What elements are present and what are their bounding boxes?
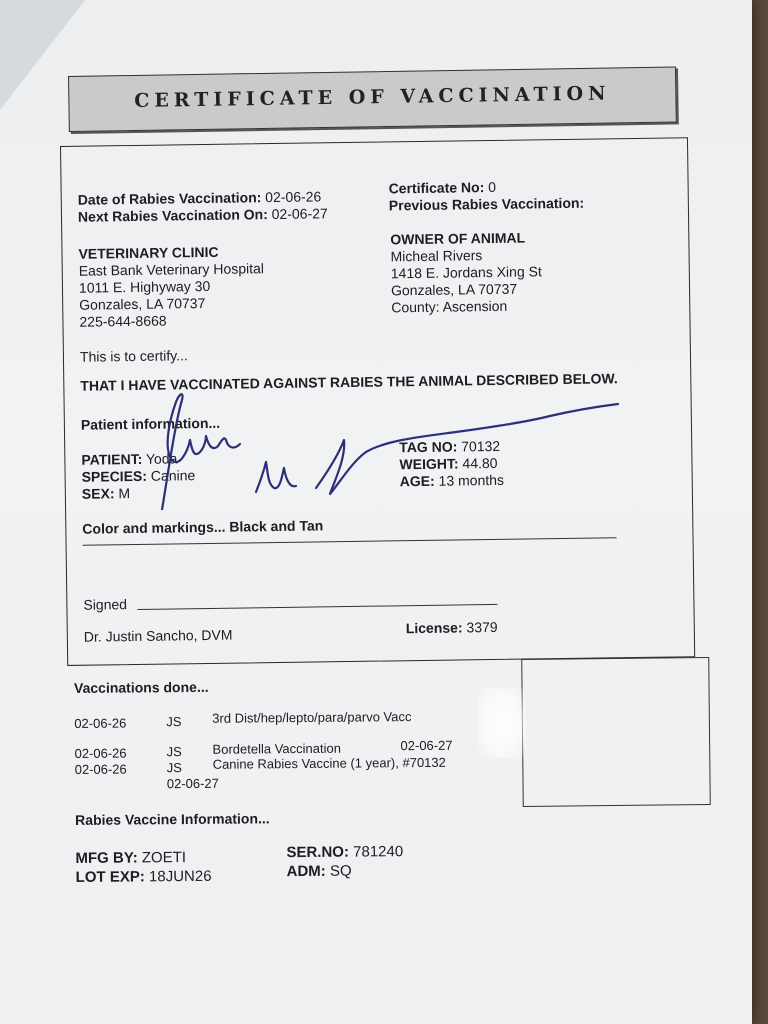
owner-address-1: 1418 E. Jordans Xing St xyxy=(390,263,542,282)
vacc-row-1-desc: 3rd Dist/hep/lepto/para/parvo Vacc xyxy=(212,709,412,726)
markings-value: Black and Tan xyxy=(229,517,324,535)
vacc-row-2-initials: JS xyxy=(166,744,182,760)
tag-value: 70132 xyxy=(461,437,501,455)
markings-label: Color and markings... xyxy=(82,518,226,537)
clinic-name: East Bank Veterinary Hospital xyxy=(78,260,265,279)
next-vaccination-label: Next Rabies Vaccination On: xyxy=(77,206,268,225)
species-value: Canine xyxy=(150,467,196,484)
weight-label: WEIGHT: xyxy=(399,455,459,473)
next-vaccination-value: 02-06-27 xyxy=(271,205,328,223)
certify-intro: This is to certify... xyxy=(79,347,188,365)
adm-label: ADM: xyxy=(286,862,326,881)
clinic-heading: VETERINARY CLINIC xyxy=(78,243,219,262)
vacc-row-3-due: 02-06-27 xyxy=(166,775,219,792)
clinic-address-2: Gonzales, LA 70737 xyxy=(79,294,206,313)
vaccinations-heading: Vaccinations done... xyxy=(73,678,209,696)
rabies-info-heading: Rabies Vaccine Information... xyxy=(75,810,270,828)
vacc-row-2-desc: Bordetella Vaccination xyxy=(212,740,341,757)
license-line xyxy=(406,619,498,637)
mfg-line xyxy=(75,849,186,868)
patient-info-heading: Patient information... xyxy=(80,414,221,433)
rabies-date-value: 02-06-26 xyxy=(265,188,322,206)
photo-glare xyxy=(478,688,526,758)
vacc-row-3-date: 02-06-26 xyxy=(74,761,127,777)
clinic-phone: 225-644-8668 xyxy=(79,312,167,330)
vacc-row-1-date: 02-06-26 xyxy=(74,715,127,731)
certificate-no-value: 0 xyxy=(488,178,497,196)
signature-underline xyxy=(137,604,497,610)
patient-value: Yoda xyxy=(145,450,178,467)
vet-name: Dr. Justin Sancho, DVM xyxy=(83,626,233,645)
owner-block xyxy=(390,229,542,316)
sex-value: M xyxy=(118,485,131,502)
age-label: AGE: xyxy=(399,472,435,490)
lot-exp-label: LOT EXP: xyxy=(75,868,145,886)
vacc-row-3-desc: Canine Rabies Vaccine (1 year), #70132 xyxy=(212,754,446,772)
license-label: License: xyxy=(405,619,463,637)
vacc-row-1-initials: JS xyxy=(166,714,182,730)
title-banner xyxy=(68,66,677,132)
serial-line xyxy=(286,843,403,862)
lot-exp-line xyxy=(76,868,212,887)
stamp-box xyxy=(521,657,711,807)
sex-label: SEX: xyxy=(81,485,115,502)
certificate-no-line xyxy=(389,179,497,197)
signed-label: Signed xyxy=(83,596,128,613)
certificate-no-label: Certificate No: xyxy=(388,179,485,197)
clinic-address-1: 1011 E. Highyway 30 xyxy=(78,277,211,296)
owner-address-2: Gonzales, LA 70737 xyxy=(390,280,518,299)
species-label: SPECIES: xyxy=(81,467,148,485)
vacc-row-3-initials: JS xyxy=(166,760,182,776)
weight-value: 44.80 xyxy=(462,454,498,472)
clinic-block xyxy=(78,243,264,331)
mfg-label: MFG BY: xyxy=(75,849,138,867)
certify-statement: THAT I HAVE VACCINATED AGAINST RABIES THE ANIMAL DESCRIBED BELOW. xyxy=(80,370,618,394)
next-vaccination-line xyxy=(78,205,328,225)
owner-county: County: Ascension xyxy=(391,297,508,316)
owner-heading: OWNER OF ANIMAL xyxy=(390,229,526,248)
certificate-title: CERTIFICATE OF VACCINATION xyxy=(134,82,611,112)
patient-label: PATIENT: xyxy=(81,450,143,468)
adm-line xyxy=(287,863,352,882)
serial-label: SER.NO: xyxy=(286,843,350,862)
previous-vaccination-label: Previous Rabies Vaccination: xyxy=(388,194,585,214)
owner-name: Micheal Rivers xyxy=(390,247,483,265)
license-value: 3379 xyxy=(466,618,498,636)
vacc-row-2-date: 02-06-26 xyxy=(74,745,127,761)
serial-value: 781240 xyxy=(353,843,404,861)
rabies-date-label: Date of Rabies Vaccination: xyxy=(77,189,262,208)
age-value: 13 months xyxy=(438,471,505,489)
vacc-row-2-due: 02-06-27 xyxy=(400,737,453,754)
markings-line xyxy=(82,517,323,537)
lot-exp-value: 18JUN26 xyxy=(148,867,212,886)
handwritten-signature xyxy=(90,380,690,510)
adm-value: SQ xyxy=(329,862,352,880)
tag-label: TAG NO: xyxy=(399,438,458,456)
mfg-value: ZOETI xyxy=(141,849,187,867)
markings-underline xyxy=(83,537,617,545)
